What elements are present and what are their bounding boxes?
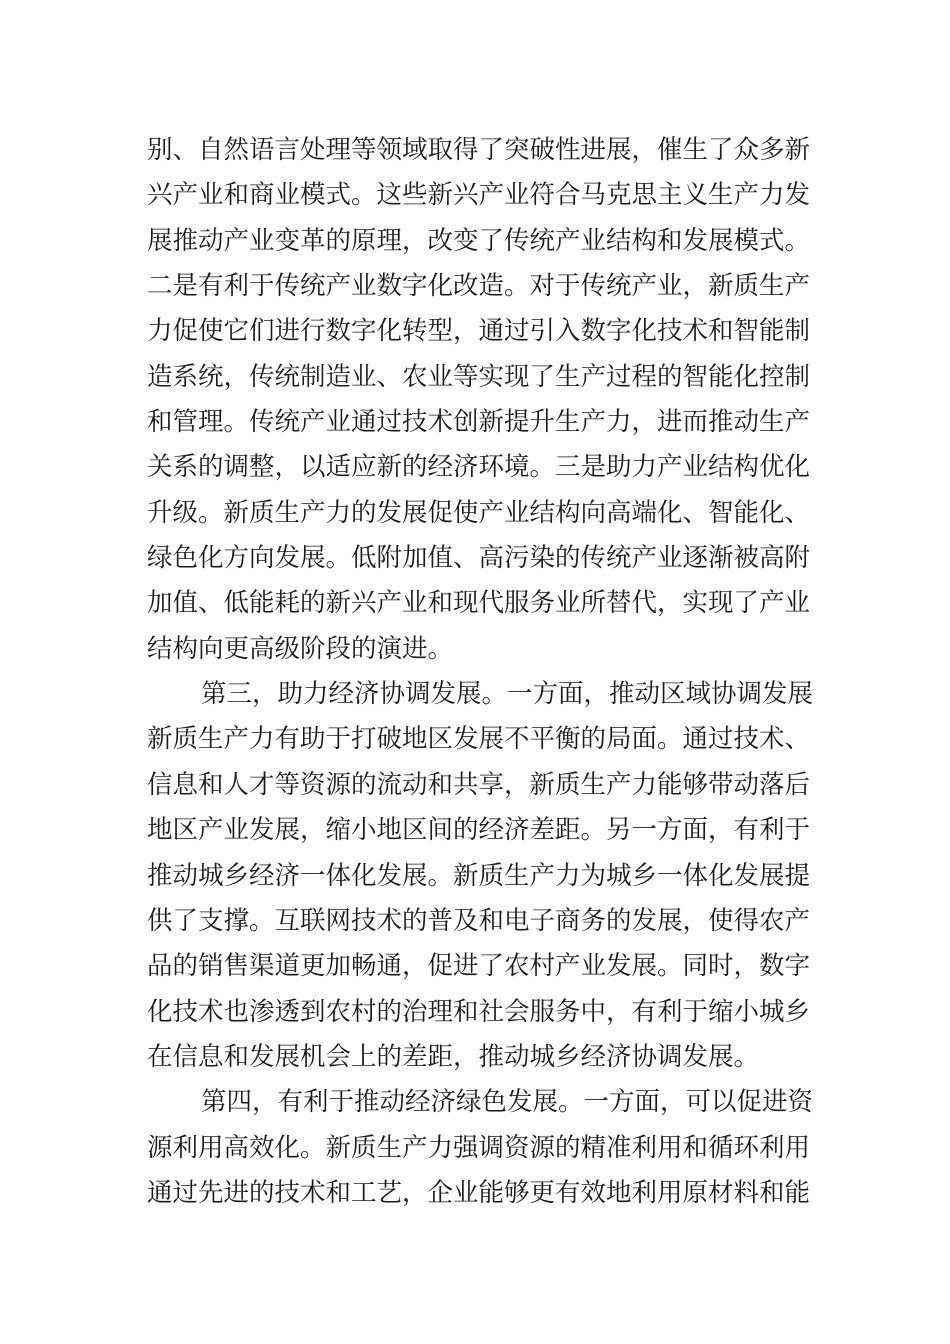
text-line: 兴产业和商业模式。这些新兴产业符合马克思主义生产力发: [147, 180, 811, 211]
text-line: 品的销售渠道更加畅通，促进了农村产业发展。同时，数字: [147, 951, 811, 982]
text-line: 展推动产业变革的原理，改变了传统产业结构和发展模式。: [147, 225, 811, 256]
paragraph-start-line: 第四，有利于推动经济绿色发展。一方面，可以促进资: [201, 1087, 814, 1118]
text-line: 升级。新质生产力的发展促使产业结构向高端化、智能化、: [147, 497, 811, 528]
text-line: 造系统，传统制造业、农业等实现了生产过程的智能化控制: [147, 361, 811, 392]
text-line: 关系的调整，以适应新的经济环境。三是助力产业结构优化: [147, 452, 811, 483]
text-line: 地区产业发展，缩小地区间的经济差距。另一方面，有利于: [147, 815, 811, 846]
text-line: 和管理。传统产业通过技术创新提升生产力，进而推动生产: [147, 407, 811, 438]
text-line: 信息和人才等资源的流动和共享，新质生产力能够带动落后: [147, 769, 811, 800]
body-text: [147, 128, 814, 1216]
text-line: 在信息和发展机会上的差距，推动城乡经济协调发展。: [147, 1041, 760, 1072]
text-line: 推动城乡经济一体化发展。新质生产力为城乡一体化发展提: [147, 860, 811, 891]
text-line: 结构向更高级阶段的演进。: [147, 633, 454, 664]
paragraph-start-line: 第三，助力经济协调发展。一方面，推动区域协调发展: [201, 679, 814, 710]
text-line: 新质生产力有助于打破地区发展不平衡的局面。通过技术、: [147, 724, 811, 755]
text-line: 加值、低能耗的新兴产业和现代服务业所替代，实现了产业: [147, 588, 811, 619]
text-line: 绿色化方向发展。低附加值、高污染的传统产业逐渐被高附: [147, 543, 811, 574]
text-line: 通过先进的技术和工艺，企业能够更有效地利用原材料和能: [147, 1177, 811, 1208]
text-line: 化技术也渗透到农村的治理和社会服务中，有利于缩小城乡: [147, 996, 811, 1027]
text-line: 源利用高效化。新质生产力强调资源的精准利用和循环利用: [147, 1132, 811, 1163]
text-line: 别、自然语言处理等领域取得了突破性进展，催生了众多新: [147, 135, 811, 165]
text-line: 力促使它们进行数字化转型，通过引入数字化技术和智能制: [147, 316, 811, 347]
text-line: 供了支撑。互联网技术的普及和电子商务的发展，使得农产: [147, 905, 811, 936]
text-line: 二是有利于传统产业数字化改造。对于传统产业，新质生产: [147, 271, 811, 302]
